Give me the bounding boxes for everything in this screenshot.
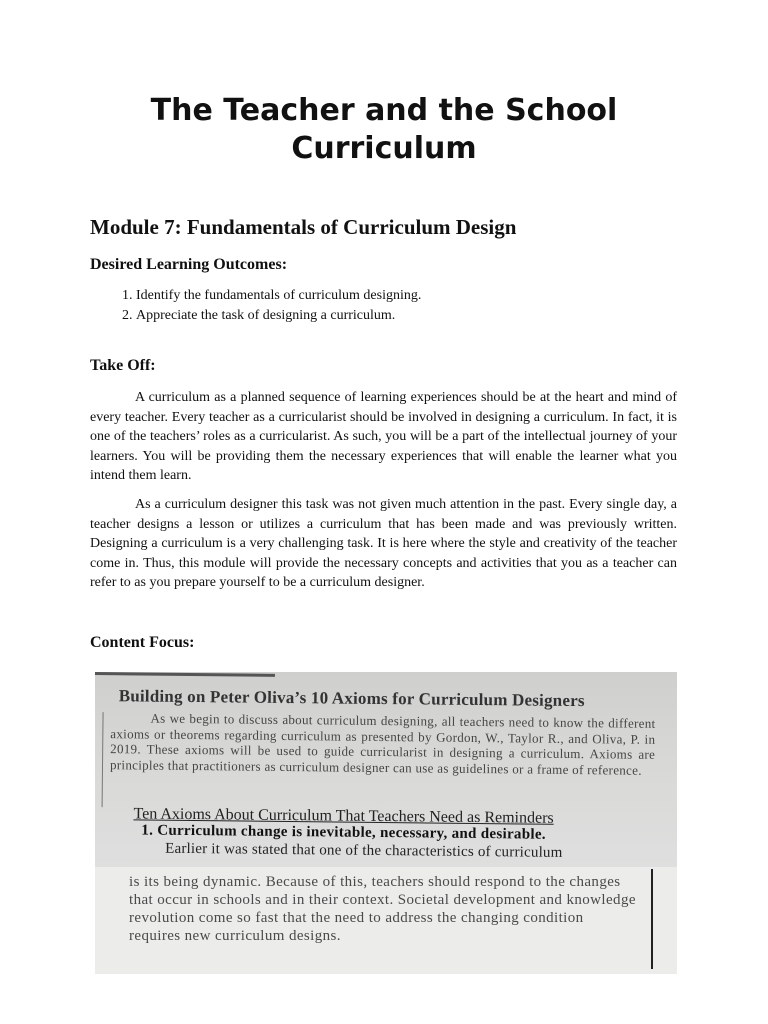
axioms-title: Ten Axioms About Curriculum That Teachers Need as Reminders <box>133 805 554 827</box>
axiom-1: 1. Curriculum change is inevitable, necessary, and desirable. <box>141 822 546 843</box>
page-title: The Teacher and the School Curriculum <box>150 93 618 166</box>
excerpt-bottom-section <box>95 867 677 974</box>
takeoff-heading: Take Off: <box>90 357 156 374</box>
takeoff-paragraph-1: A curriculum as a planned sequence of learning experiences should be at the heart and mind of every teacher. Every teacher as a curricularist should be involved in designing a curriculum. In fact, it is one of the teachers’ roles as a curricularist. As such, you will be a part of the intellectual journey of your learners. You will be providing them the necessary experiences that will enable the learner what you intend them learn. <box>90 390 677 483</box>
decorative-rule <box>95 672 275 677</box>
axiom-1-text-continued: is its being dynamic. Because of this, teachers should respond to the changes that occur in schools and in their context. Societal development and knowledge revolution come so fast that the need to address the changing condition requires new curriculum designs. <box>129 874 636 944</box>
book-excerpt-photo <box>95 672 677 974</box>
excerpt-intro: As we begin to discuss about curriculum designing, all teachers need to know the different axioms or theorems regarding curriculum as presented by Gordon, W., Taylor R., and Oliva, P. in 2019. These axioms will be used to guide curricularist in designing a curriculum. Axioms are principles that practitioners as curriculum designer can use as guidelines or a frame of reference. <box>109 710 656 778</box>
module-heading: Module 7: Fundamentals of Curriculum Design <box>90 215 517 239</box>
margin-rule <box>651 869 653 969</box>
axiom-1-text-start: Earlier it was stated that one of the characteristics of curriculum <box>165 840 563 861</box>
excerpt-top-section <box>95 672 677 873</box>
content-focus-heading: Content Focus: <box>90 634 195 651</box>
outcomes-heading: Desired Learning Outcomes: <box>90 256 288 273</box>
outcomes-list <box>112 286 421 326</box>
takeoff-paragraph-2: As a curriculum designer this task was not given much attention in the past. Every single day, a teacher designs a lesson or utilizes a curriculum that has been made and was previously written. Designing a curriculum is a very challenging task. It is here where the style and creativity of the teacher come in. Thus, this module will provide the necessary concepts and activities that you as a teacher can refer to as you prepare yourself to be a curriculum designer. <box>90 497 677 590</box>
outcome-item: 1. Identify the fundamentals of curriculum designing. <box>136 286 421 306</box>
excerpt-heading: Building on Peter Oliva’s 10 Axioms for Curriculum Designers <box>118 686 585 711</box>
margin-rule <box>102 712 104 807</box>
outcome-item: 2. Appreciate the task of designing a curriculum. <box>136 306 421 326</box>
